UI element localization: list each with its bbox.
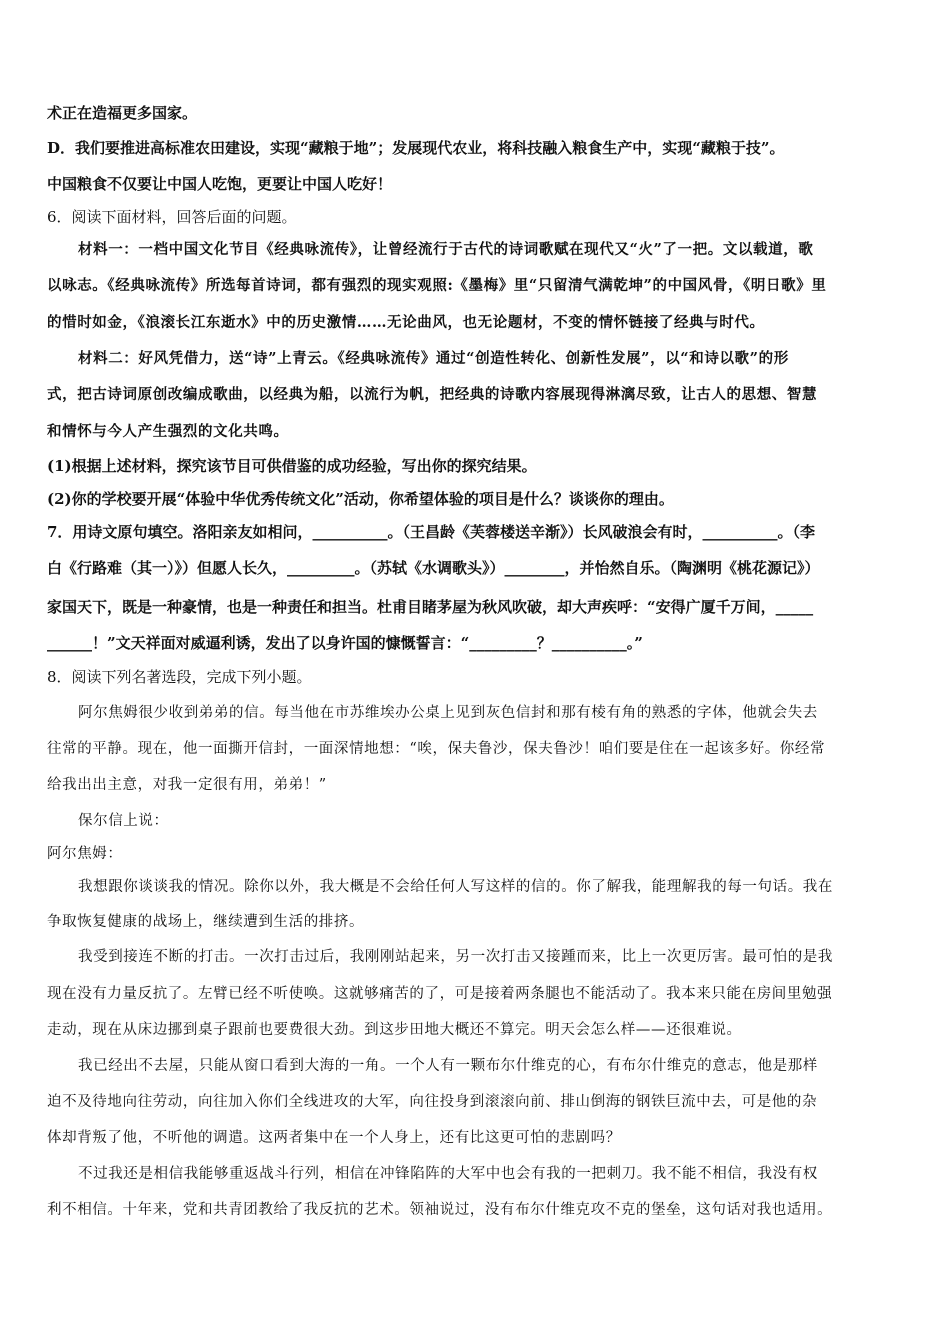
question-6-part-2: (2)你的学校要开展“体验中华优秀传统文化”活动，你希望体验的项目是什么？谈谈你的理由。 (47, 490, 674, 508)
question-6-stem: 6．阅读下面材料，回答后面的问题。 (47, 208, 297, 226)
letter-salutation: 阿尔焦姆： (47, 846, 123, 862)
letter-line: 走动，现在从床边挪到桌子跟前也要费很大劲。到这步田地大概还不算完。明天会怎么样——还很难说。 (47, 1022, 742, 1038)
letter-line: 现在没有力量反抗了。左臂已经不听使唤。这就够痛苦的了，可是接着两条腿也不能活动了。我本来只能在房间里勉强 (47, 986, 833, 1002)
letter-line: 我想跟你谈谈我的情况。除你以外，我大概是不会给任何人写这样的信的。你了解我，能理解我的每一句话。我在 (78, 879, 833, 895)
excerpt-line: 给我出出主意，对我一定很有用，弟弟！” (47, 777, 327, 793)
question-7-line: 白《行路难（其一）》）但愿人长久，_________。（苏轼《水调歌头》）________，并怡然自乐。（陶渊明《桃花源记》） (47, 559, 820, 577)
letter-line: 我已经出不去屋，只能从窗口看到大海的一角。一个人有一颗布尔什维克的心，有布尔什维克的意志，他是那样 (78, 1058, 818, 1074)
letter-line: 利不相信。十年来，党和共青团教给了我反抗的艺术。领袖说过，没有布尔什维克攻不克的堡垒，这句话对我也适用。 (47, 1202, 833, 1218)
question-8-stem: 8．阅读下列名著选段，完成下列小题。 (47, 668, 312, 686)
letter-line: 体却背叛了他，不听他的调遣。这两者集中在一个人身上，还有比这更可怕的悲剧吗？ (47, 1130, 621, 1146)
material-2-line: 材料二：好风凭借力，送“诗”上青云。《经典咏流传》通过“创造性转化、创新性发展”，以“和诗以歌”的形 (78, 350, 789, 367)
excerpt-line: 保尔信上说： (78, 813, 169, 829)
question-7-line: 家国天下，既是一种豪情，也是一种责任和担当。杜甫目睹茅屋为秋风吹破，却大声疾呼：“安得广厦千万间，_____ (47, 598, 814, 616)
letter-line: 我受到接连不断的打击。一次打击过后，我刚刚站起来，另一次打击又接踵而来，比上一次更厉害。最可怕的是我 (78, 949, 833, 965)
material-1-line: 以咏志。《经典咏流传》所选每首诗词，都有强烈的现实观照:《墨梅》里“只留清气满乾坤”的中国风骨，《明日歌》里 (47, 277, 827, 294)
letter-line: 不过我还是相信我能够重返战斗行列，相信在冲锋陷阵的大军中也会有我的一把刺刀。我不能不相信，我没有权 (78, 1166, 818, 1182)
material-1-line: 的惜时如金，《浪滚长江东逝水》中的历史激情……无论曲风，也无论题材，不变的情怀链接了经典与时代。 (47, 314, 765, 331)
material-2-line: 式，把古诗词原创改编成歌曲，以经典为船，以流行为帆，把经典的诗歌内容展现得淋漓尽致，让古人的思想、智慧 (47, 386, 818, 403)
letter-line: 迫不及待地向往劳动，向往加入你们全线进攻的大军，向往投身到滚滚向前、排山倒海的钢铁巨流中去，可是他的杂 (47, 1094, 818, 1110)
question-7-line: 7．用诗文原句填空。洛阳亲友如相问，__________。（王昌龄《芙蓉楼送辛渐》）长风破浪会有时，__________。（李 (47, 523, 815, 541)
letter-line: 争取恢复健康的战场上，继续遭到生活的排挤。 (47, 914, 365, 930)
material-2-line: 和情怀与今人产生强烈的文化共鸣。 (47, 423, 289, 440)
question-7-line: ______！”文天祥面对威逼利诱，发出了以身许国的慷慨誓言：“_________？__________。” (47, 634, 643, 652)
text-line: 术正在造福更多国家。 (47, 104, 198, 122)
text-line: 中国粮食不仅要让中国人吃饱，更要让中国人吃好！ (47, 175, 393, 193)
material-1-line: 材料一：一档中国文化节目《经典咏流传》，让曾经流行于古代的诗词歌赋在现代又“火”了一把。文以载道，歌 (78, 241, 814, 258)
option-d-line: D．我们要推进高标准农田建设，实现“藏粮于地”；发展现代农业，将科技融入粮食生产中，实现“藏粮于技”。 (47, 139, 785, 157)
question-6-part-1: (1)根据上述材料，探究该节目可供借鉴的成功经验，写出你的探究结果。 (47, 457, 537, 475)
excerpt-line: 往常的平静。现在，他一面撕开信封，一面深情地想：“唉，保夫鲁沙，保夫鲁沙！咱们要是住在一起该多好。你经常 (47, 741, 826, 757)
excerpt-line: 阿尔焦姆很少收到弟弟的信。每当他在市苏维埃办公桌上见到灰色信封和那有棱有角的熟悉的字体，他就会失去 (78, 705, 818, 721)
